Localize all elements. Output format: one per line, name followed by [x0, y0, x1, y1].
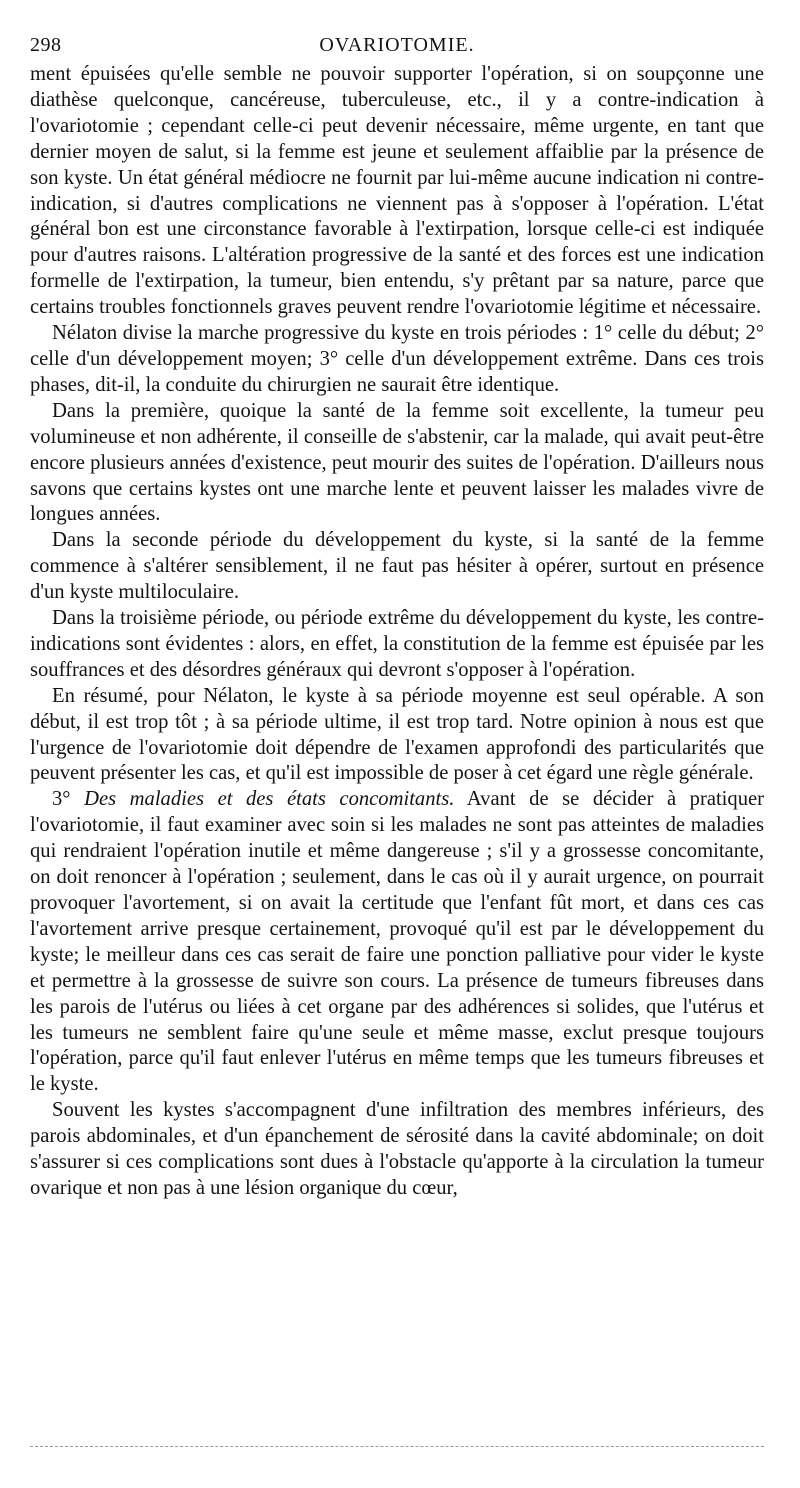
- paragraph: Souvent les kystes s'accompagnent d'une infiltration des membres inférieurs, des parois abdominales, et d'un épanchement de sérosité dans la cavité abdominale; on doit s'assurer si ces complications sont dues à l'obstacle qu'apporte à la circulation la tumeur ovarique et non pas à une lésion organique du cœur,: [30, 1099, 764, 1199]
- running-title: OVARIOTOMIE.: [319, 34, 475, 56]
- body-text: [30, 62, 764, 1202]
- paragraph: Dans la première, quoique la santé de la femme soit excellente, la tumeur peu volumineuse et non adhérente, il conseille de s'abstenir, car la malade, qui avait peut-être encore plusieurs années d'existence, peut mourir des suites de l'opération. D'ailleurs nous savons que certains kystes ont une marche lente et peuvent laisser les malades vivre de longues années.: [30, 399, 764, 526]
- page: [30, 28, 764, 1202]
- paragraph-section-3: [30, 787, 764, 1098]
- paragraph: Dans la troisième période, ou période extrême du développement du kyste, les contre-indications sont évidentes : alors, en effet, la constitution de la femme est épuisée par les souffrances et des désordres généraux qui devront s'opposer à l'opération.: [30, 607, 764, 681]
- paragraph: ment épuisées qu'elle semble ne pouvoir supporter l'opération, si on soupçonne une diathèse quelconque, cancéreuse, tuberculeuse, etc., il y a contre-indication à l'ovariotomie ; cependant celle-ci peut devenir nécessaire, même urgente, en tant que dernier moyen de salut, si la femme est jeune et seulement affaiblie par la présence de son kyste. Un état général médiocre ne fournit par lui-même aucune indication ni contre-indication, si d'autres complications ne viennent pas à s'opposer à l'opération. L'état général bon est une circonstance favorable à l'extirpation, lorsque celle-ci est indiquée pour d'autres raisons. L'altération progressive de la santé et des forces est une indication formelle de l'extirpation, la tumeur, bien entendu, s'y prêtant par sa nature, parce que certains troubles fonctionnels graves peuvent rendre l'ovariotomie légitime et nécessaire.: [30, 63, 764, 319]
- section-number: 3°: [52, 788, 85, 811]
- paragraph: En résumé, pour Nélaton, le kyste à sa période moyenne est seul opérable. A son début, il est trop tôt ; à sa période ultime, il est trop tard. Notre opinion à nous est que l'urgence de l'ovariotomie doit dépendre de l'examen approfondi des particularités que peuvent présenter les cas, et qu'il est impossible de poser à cet égard une règle générale.: [30, 684, 764, 785]
- paragraph: Dans la seconde période du développement du kyste, si la santé de la femme commence à s'altérer sensiblement, il ne faut pas hésiter à opérer, surtout en présence d'un kyste multiloculaire.: [30, 529, 764, 604]
- page-header: [30, 28, 764, 60]
- footer-divider: [30, 1446, 764, 1447]
- section-heading: Des maladies et des états concomitants.: [84, 788, 455, 811]
- paragraph: Nélaton divise la marche progressive du kyste en trois périodes : 1° celle du début; 2° celle d'un développement moyen; 3° celle d'un développement extrême. Dans ces trois phases, dit-il, la conduite du chirurgien ne saurait être identique.: [30, 322, 764, 396]
- section-text: Avant de se décider à pratiquer l'ovariotomie, il faut examiner avec soin si les malades ne sont pas atteintes de maladies qui rendraient l'opération inutile et même dangereuse ; s'il y a grossesse concomitante, on doit renoncer à l'opération ; seulement, dans le cas où il y aurait urgence, on pourrait provoquer l'avortement, si on avait la certitude que l'enfant fût mort, et dans ces cas l'avortement arrive presque certainement, provoqué qu'il est par le développement du kyste; le meilleur dans ces cas serait de faire une ponction palliative pour vider le kyste et permettre à la grossesse de suivre son cours. La présence de tumeurs fibreuses dans les parois de l'utérus ou liées à cet organe par des adhérences si solides, que l'utérus et les tumeurs ne semblent faire qu'une seule et même masse, exclut presque toujours l'opération, parce qu'il faut enlever l'utérus en même temps que les tumeurs fibreuses et le kyste.: [30, 788, 764, 1096]
- page-number: 298: [30, 34, 62, 56]
